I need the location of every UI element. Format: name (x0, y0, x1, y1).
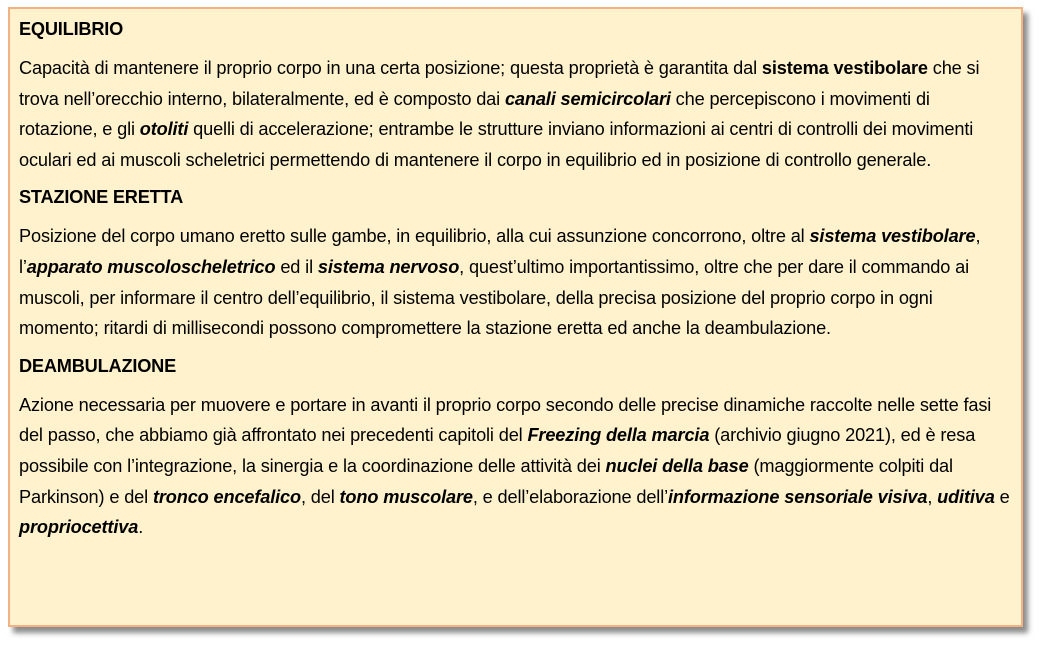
emphasis-term: canali semicircolari (504, 88, 671, 109)
text-run: Posizione del corpo umano eretto sulle gambe, in equilibrio, alla cui assunzione concorrono, oltre al (19, 226, 810, 247)
emphasis-term: uditiva (937, 486, 995, 507)
emphasis-term: nuclei della base (605, 455, 749, 476)
section-heading-equilibrio: EQUILIBRIO (19, 19, 124, 39)
text-run: , quest’ultimo importantissimo, oltre che per dare il commando ai muscoli, per informare il centro dell’equilibrio, il sistema vestibolare, della precisa posizione del proprio corpo in ogni momento; ritardi di millisecondi possono compromettere la stazione eretta ed anche la deambulazione. (19, 256, 969, 339)
section-text-deambulazione (19, 390, 1012, 543)
text-run: ed il (275, 256, 318, 277)
text-run: (maggiormente colpiti dal Parkinson) e del (19, 455, 953, 507)
text-run: , e dell’elaborazione dell’ (472, 486, 668, 507)
text-run: e (994, 486, 1010, 507)
text-run: Azione necessaria per muovere e portare in avanti il proprio corpo secondo delle precise dinamiche raccolte nelle sette fasi del passo, che abbiamo già affrontato nei precedenti capitoli del (19, 394, 992, 446)
text-run: , del (300, 486, 340, 507)
emphasis-term: otoliti (139, 119, 189, 140)
emphasis-term: apparato muscoloscheletrico (26, 256, 276, 277)
text-run: , (927, 486, 938, 507)
section-heading-deambulazione: DEAMBULAZIONE (19, 355, 177, 376)
emphasis-term: Freezing della marcia (527, 425, 710, 446)
section-text-stazione-eretta (19, 221, 1012, 343)
section-text-equilibrio (19, 53, 1012, 175)
emphasis-term: propriocettiva (19, 517, 139, 538)
emphasis-term: tronco encefalico (152, 486, 301, 507)
section-heading-stazione-eretta: STAZIONE ERETTA (19, 187, 184, 208)
definitions-box (8, 7, 1023, 627)
text-run: . (138, 517, 144, 538)
text-run: , l’ (19, 226, 981, 277)
emphasis-term: informazione sensoriale visiva (667, 486, 928, 507)
text-run: (archivio giugno 2021), ed è resa possibile con l’integrazione, la sinergia e la coordinazione delle attività dei (19, 425, 976, 476)
text-run: che si trova nell’orecchio interno, bilateralmente, ed è composto dai (19, 58, 980, 109)
text-run: quelli di accelerazione; entrambe le strutture inviano informazioni ai centri di controlli dei movimenti oculari ed ai muscoli scheletrici permettendo di mantenere il corpo in equilibrio ed in posizione di controllo generale. (19, 119, 974, 170)
emphasis-term: sistema vestibolare (761, 58, 928, 78)
emphasis-term: sistema nervoso (317, 256, 460, 277)
text-run: Capacità di mantenere il proprio corpo in una certa posizione; questa proprietà è garantita dal (19, 58, 762, 78)
emphasis-term: tono muscolare (339, 486, 473, 507)
emphasis-term: sistema vestibolare (809, 226, 976, 247)
text-run: che percepiscono i movimenti di rotazione, e gli (19, 88, 930, 140)
